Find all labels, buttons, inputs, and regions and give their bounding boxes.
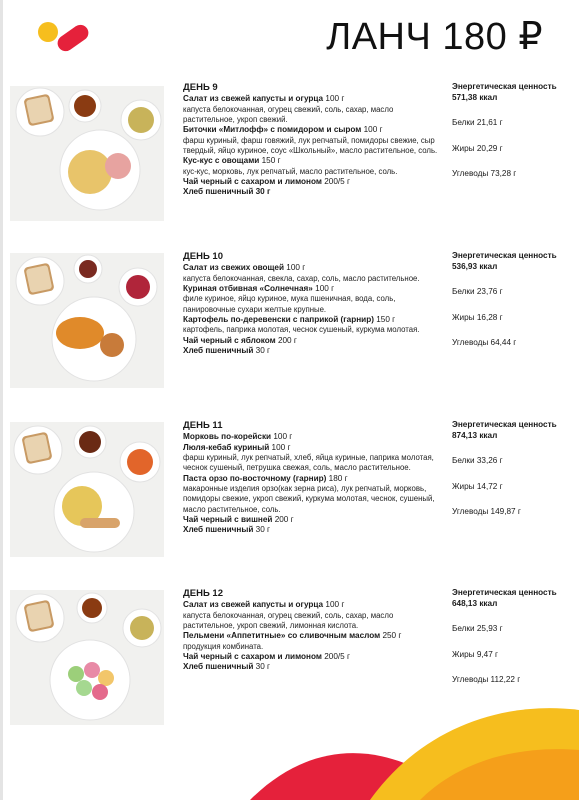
protein-value: Белки 21,61 г (452, 118, 503, 128)
fat-value: Жиры 14,72 г (452, 481, 503, 491)
dish-name: Пельмени «Аппетитные» со сливочным маслом 250 г (183, 631, 402, 640)
dish-name: Салат из свежей капусты и огурца 100 г (183, 600, 345, 609)
dish-name: Паста орзо по-восточному (гарнир) 180 г (183, 473, 348, 483)
day-section-9 (0, 82, 579, 222)
dish-ingredients: продукция комбината. (183, 641, 264, 651)
energy-value: 571,38 ккал (452, 92, 498, 102)
day-11-menu (183, 420, 445, 536)
energy-value: 874,13 ккал (452, 430, 498, 440)
decorative-brand-shapes (0, 690, 579, 800)
dish-name: Морковь по-корейски 100 г (183, 432, 293, 441)
dish-name: Чай черный с сахаром и лимоном 200/5 г (183, 651, 350, 661)
day-section-10 (0, 251, 579, 391)
dish-ingredients: капуста белокочанная, огурец свежий, соль, сахар, масло растительное, укроп свежий. (183, 104, 394, 124)
energy-label: Энергетическая ценность (452, 82, 557, 91)
day-title: ДЕНЬ 10 (183, 251, 223, 262)
day-section-11 (0, 420, 579, 560)
protein-value: Белки 33,26 г (452, 456, 503, 466)
dish-name: Люля-кебаб куриный 100 г (183, 442, 291, 452)
dish-name: Куриная отбивная «Солнечная» 100 г (183, 283, 335, 293)
energy-value: 648,13 ккал (452, 598, 498, 608)
carbs-value: Углеводы 64,44 г (452, 338, 517, 348)
page-title: ЛАНЧ 180 ₽ (326, 16, 543, 58)
protein-value: Белки 25,93 г (452, 624, 503, 634)
dish-name: Салат из свежей капусты и огурца 100 г (183, 94, 345, 103)
carbs-value: Углеводы 73,28 г (452, 169, 517, 179)
day-11-nutrition (452, 420, 572, 518)
carbs-value: Углеводы 149,87 г (452, 507, 521, 517)
energy-label: Энергетическая ценность (452, 420, 557, 429)
day-9-photo (10, 86, 164, 221)
dish-name: Чай черный с сахаром и лимоном 200/5 г (183, 176, 350, 186)
energy-label: Энергетическая ценность (452, 251, 557, 260)
brand-logo (36, 20, 96, 60)
day-11-photo (10, 422, 164, 557)
dish-name: Салат из свежих овощей 100 г (183, 263, 306, 272)
day-title: ДЕНЬ 11 (183, 420, 223, 431)
day-title: ДЕНЬ 12 (183, 588, 223, 599)
protein-value: Белки 23,76 г (452, 287, 503, 297)
day-12-menu (183, 588, 445, 673)
dish-name: Кус-кус с овощами 150 г (183, 156, 281, 165)
dish-name: Картофель по-деревенски с паприкой (гарнир) 150 г (183, 314, 396, 324)
dish-name: Биточки «Митлофф» с помидором и сыром 100 г (183, 125, 383, 134)
dish-name: Хлеб пшеничный 30 г (183, 525, 271, 535)
dish-name: Хлеб пшеничный 30 г (183, 662, 271, 672)
day-9-nutrition (452, 82, 572, 180)
fat-value: Жиры 16,28 г (452, 312, 503, 322)
day-10-menu (183, 251, 445, 357)
dish-ingredients: кус-кус, морковь, лук репчатый, масло растительное, соль. (183, 166, 398, 176)
day-10-nutrition (452, 251, 572, 349)
fat-value: Жиры 9,47 г (452, 649, 499, 659)
dish-name: Чай черный с яблоком 200 г (183, 335, 297, 345)
energy-label: Энергетическая ценность (452, 588, 557, 597)
day-title: ДЕНЬ 9 (183, 82, 218, 93)
day-10-photo (10, 253, 164, 388)
dish-ingredients: капуста белокочанная, свекла, сахар, соль, масло растительное. (183, 273, 420, 283)
dish-name: Хлеб пшеничный 30 г (183, 346, 271, 356)
dish-ingredients: картофель, паприка молотая, чеснок сушеный, куркума молотая. (183, 325, 420, 335)
fat-value: Жиры 20,29 г (452, 143, 503, 153)
dish-ingredients: фарш куриный, лук репчатый, хлеб, яйца куриные, паприка молотая, чеснок сушеный, петрушка свежая, соль, масло растительное. (183, 453, 434, 473)
day-9-menu (183, 82, 445, 198)
day-12-nutrition (452, 588, 572, 686)
dish-name: Хлеб пшеничный 30 г (183, 187, 271, 197)
dish-ingredients: филе куриное, яйцо куриное, мука пшеничная, вода, соль, панировочные сухари желтые крупные. (183, 294, 396, 314)
dish-name: Чай черный с вишней 200 г (183, 514, 294, 524)
dish-ingredients: макаронные изделия орзо(как зерна риса), лук репчатый, морковь, помидоры свежие, укроп свежий, куркума молотая, чеснок, сушеный, масло растительное, соль. (183, 484, 435, 514)
dish-ingredients: капуста белокочанная, огурец свежий, соль, сахар, масло растительное, укроп свежий, лимонная кислота. (183, 610, 394, 630)
dish-ingredients: фарш куриный, фарш говяжий, лук репчатый, помидоры свежие, сыр твердый, яйцо куриное, соус «Школьный», масло растительное, соль. (183, 135, 438, 155)
carbs-value: Углеводы 112,22 г (452, 675, 521, 685)
energy-value: 536,93 ккал (452, 261, 498, 271)
